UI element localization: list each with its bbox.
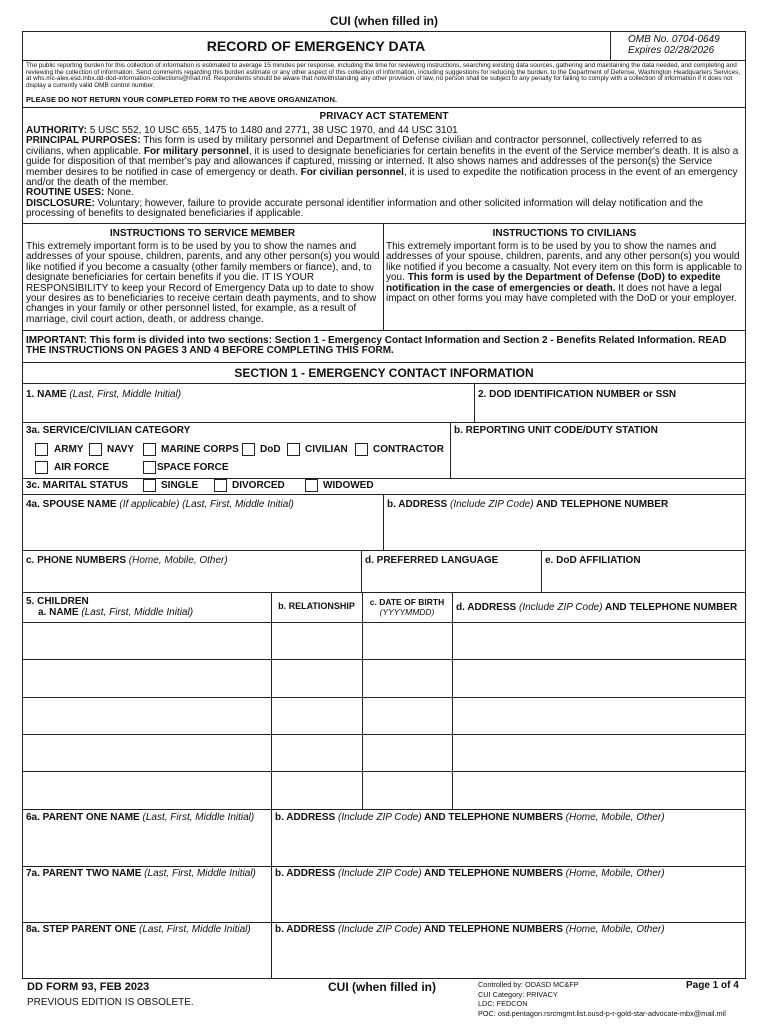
widowed-label: WIDOWED: [323, 480, 374, 491]
important-notice: IMPORTANT: This form is divided into two sections: Section 1 - Emergency Contact Information and Section 2 - Benefits Related Information. READ THE INSTRUCTIONS ON PAGES 3 AND 4 BEFORE COMPLETING THIS FORM.: [26, 335, 727, 357]
privacy-statement: AUTHORITY: 5 USC 552, 10 USC 655, 1475 to 1480 and 2771, 38 USC 1970, and 44 USC 3101 PRINCIPAL PURPOSES: This form is used by military personnel and Department of Defense civilian and contractor personnel, collectively referred to as civilians, when applicable. For military personnel, it is used to designate beneficiaries for certain benefits in the event of the Service member's death. It is also a guide for disposition of that member's pay and allowances if captured, missing or interned. It also shows names and addresses of the person(s) the Service member desires to be notified in case of emergency or death. For civilian personnel, it is used to expedite the notification process in the event of an emergency and/or the death of the member. ROUTINE USES: None. DISCLOSURE: Voluntary; however, failure to provide accurate personal identifier information and other solicited information will delay notification and the processing of benefits to designated beneficiaries if applicable.: [26, 125, 739, 220]
dod-id-field[interactable]: [476, 402, 744, 420]
children-label: 5. CHILDREN: [26, 596, 89, 607]
burden-statement: The public reporting burden for this collection of information is estimated to average 15 minutes per response, including the time for reviewing instructions, searching existing data sources, gathering and maintaining the data needed, and completing and reviewing the collection of information. Send comments regarding this burden estimate or any other aspect of this collection of information, including suggestions for reducing the burden, to the Department of Defense, Washington Headquarters Services, at whs.mc-alex.esd.mbx.dd-dod-information-collections@mail.mil. Respondents should be aware that notwithstanding any other provision of law, no person shall be subject to any penalty for failing to comply with a collection of information if it does not display a currently valid OMB control number.: [26, 62, 741, 90]
preferred-language-label: d. PREFERRED LANGUAGE: [365, 555, 499, 566]
reporting-unit-label: b. REPORTING UNIT CODE/DUTY STATION: [454, 425, 658, 436]
table-row[interactable]: [22, 772, 746, 809]
parent-two-name-field[interactable]: [24, 882, 269, 920]
dod-affiliation-label: e. DoD AFFILIATION: [545, 555, 641, 566]
navy-label: NAVY: [107, 444, 135, 455]
parent-two-address-label: b. ADDRESS (Include ZIP Code) AND TELEPHONE NUMBERS (Home, Mobile, Other): [275, 868, 665, 879]
table-row[interactable]: [22, 660, 746, 697]
parent-two-name-label: 7a. PARENT TWO NAME (Last, First, Middle Initial): [26, 868, 256, 879]
dod-id-label: 2. DOD IDENTIFICATION NUMBER or SSN: [478, 389, 677, 400]
divorced-checkbox[interactable]: [214, 479, 227, 492]
marine-corps-checkbox[interactable]: [143, 443, 156, 456]
form-id: DD FORM 93, FEB 2023: [27, 981, 150, 993]
single-label: SINGLE: [161, 480, 199, 491]
page-number: Page 1 of 4: [686, 980, 739, 991]
parent-one-address-label: b. ADDRESS (Include ZIP Code) AND TELEPHONE NUMBERS (Home, Mobile, Other): [275, 812, 665, 823]
reporting-unit-field[interactable]: [452, 438, 744, 476]
child-address-label: d. ADDRESS (Include ZIP Code) AND TELEPHONE NUMBER: [456, 602, 738, 613]
child-dob-format: (YYYYMMDD): [379, 607, 435, 617]
name-label: 1. NAME (Last, First, Middle Initial): [26, 389, 182, 400]
return-notice: PLEASE DO NOT RETURN YOUR COMPLETED FORM TO THE ABOVE ORGANIZATION.: [26, 95, 337, 104]
navy-checkbox[interactable]: [89, 443, 102, 456]
marine-corps-label: MARINE CORPS: [161, 444, 239, 455]
service-category-label: 3a. SERVICE/CIVILIAN CATEGORY: [26, 425, 191, 436]
service-member-instructions: This extremely important form is to be used by you to show the names and addresses of your spouse, children, parents, and any other person(s) you would like notified if you become a casualty (other family members or fiance), and, to designate beneficiaries for certain benefits if you die. IT IS YOUR RESPONSIBILITY to keep your Record of Emergency Data up to date to show your desires as to beneficiaries to receive certain death payments, and to show changes in your family or other personnel listed, for example, as a result of marriage, civil court action, death, or address change.: [26, 241, 380, 325]
air-force-checkbox[interactable]: [35, 461, 48, 474]
section1-title: SECTION 1 - EMERGENCY CONTACT INFORMATION: [234, 366, 534, 380]
contractor-label: CONTRACTOR: [373, 444, 444, 455]
civilian-label: CIVILIAN: [305, 444, 348, 455]
spouse-address-field[interactable]: [385, 512, 744, 548]
dod-affiliation-field[interactable]: [543, 567, 744, 590]
service-member-instructions-title: INSTRUCTIONS TO SERVICE MEMBER: [109, 228, 296, 239]
table-row[interactable]: [22, 735, 746, 771]
marital-status-label: 3c. MARITAL STATUS: [26, 480, 129, 491]
table-row[interactable]: [22, 623, 746, 659]
parent-two-address-field[interactable]: [273, 882, 744, 920]
footer-cui-banner: CUI (when filled in): [328, 980, 436, 994]
parent-one-name-field[interactable]: [24, 826, 269, 864]
civilian-checkbox[interactable]: [287, 443, 300, 456]
army-label: ARMY: [54, 444, 84, 455]
omb-number: OMB No. 0704-0649: [628, 34, 720, 45]
civilian-instructions: This extremely important form is to be used by you to show the names and addresses of your spouse, children, parents, and any other person(s) you would like notified if you become a casualty. Not every item on this form is applicable to you. This form is used by the Department of Defense (DoD) to expedite notification in the case of emergencies or death. It does not have a legal impact on other forms you may have completed with the DoD or your employer.: [386, 241, 743, 305]
top-cui-banner: CUI (when filled in): [330, 14, 438, 28]
step-parent-one-address-field[interactable]: [273, 938, 744, 976]
contractor-checkbox[interactable]: [355, 443, 368, 456]
cui-designation: Controlled by: ODASD MC&FP CUI Category: PRIVACY LDC: FEDCON POC: osd.pentagon.rsrcmgmt.list.ousd-p-r-gold-star-advocate-mbx@mail.mil: [478, 980, 726, 1018]
expiration-date: Expires 02/28/2026: [628, 45, 715, 56]
form-title: RECORD OF EMERGENCY DATA: [206, 38, 426, 54]
obsolete-notice: PREVIOUS EDITION IS OBSOLETE.: [27, 997, 194, 1008]
step-parent-one-name-field[interactable]: [24, 938, 269, 976]
spouse-address-label: b. ADDRESS (Include ZIP Code) AND TELEPHONE NUMBER: [387, 499, 669, 510]
air-force-label: AIR FORCE: [54, 462, 109, 473]
dod-label: DoD: [260, 444, 281, 455]
parent-one-name-label: 6a. PARENT ONE NAME (Last, First, Middle Initial): [26, 812, 255, 823]
single-checkbox[interactable]: [143, 479, 156, 492]
privacy-title: PRIVACY ACT STATEMENT: [319, 111, 449, 122]
army-checkbox[interactable]: [35, 443, 48, 456]
spouse-name-label: 4a. SPOUSE NAME (If applicable) (Last, First, Middle Initial): [26, 499, 294, 510]
dod-checkbox[interactable]: [242, 443, 255, 456]
spouse-name-field[interactable]: [24, 512, 381, 548]
space-force-label: SPACE FORCE: [157, 462, 229, 473]
parent-one-address-field[interactable]: [273, 826, 744, 864]
step-parent-one-name-label: 8a. STEP PARENT ONE (Last, First, Middle Initial): [26, 924, 251, 935]
divorced-label: DIVORCED: [232, 480, 285, 491]
widowed-checkbox[interactable]: [305, 479, 318, 492]
phone-numbers-label: c. PHONE NUMBERS (Home, Mobile, Other): [26, 555, 228, 566]
child-relationship-label: b. RELATIONSHIP: [278, 601, 355, 611]
table-row[interactable]: [22, 698, 746, 734]
phone-numbers-field[interactable]: [24, 567, 359, 590]
name-field[interactable]: [24, 402, 472, 420]
civilian-instructions-title: INSTRUCTIONS TO CIVILIANS: [492, 228, 637, 239]
child-name-label: a. NAME (Last, First, Middle Initial): [38, 607, 194, 618]
preferred-language-field[interactable]: [363, 567, 539, 590]
child-dob-label: c. DATE OF BIRTH: [369, 597, 445, 607]
space-force-checkbox[interactable]: [143, 461, 156, 474]
step-parent-one-address-label: b. ADDRESS (Include ZIP Code) AND TELEPHONE NUMBERS (Home, Mobile, Other): [275, 924, 665, 935]
